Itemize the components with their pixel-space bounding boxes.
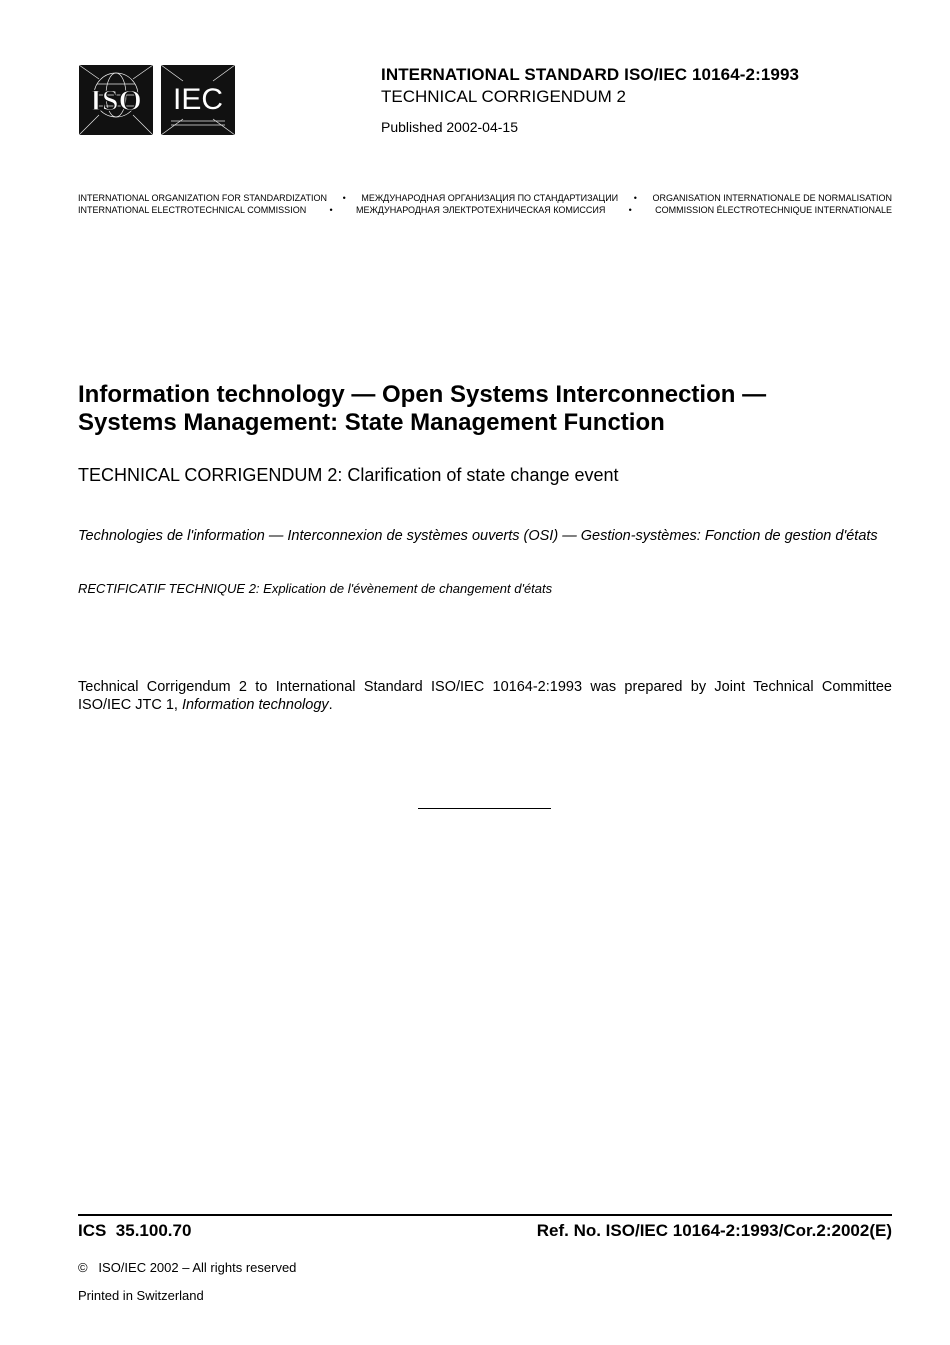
standard-subtitle: TECHNICAL CORRIGENDUM 2	[381, 87, 626, 106]
bullet-separator: •	[342, 193, 346, 203]
org-iec-fr: COMMISSION ÉLECTROTECHNIQUE INTERNATIONALE	[655, 205, 892, 215]
reference-number: Ref. No. ISO/IEC 10164-2:1993/Cor.2:2002(E)	[536, 1221, 892, 1240]
bullet-separator: •	[628, 205, 632, 215]
bullet-separator: •	[329, 205, 333, 215]
org-iec-ru: МЕЖДУНАРОДНАЯ ЭЛЕКТРОТЕХНИЧЕСКАЯ КОМИССИЯ	[355, 205, 606, 215]
paragraph-text: Technical Corrigendum 2 to International Standard ISO/IEC 10164-2:1993 was prepared by Joint Technical Committee ISO/IEC JTC 1,	[78, 679, 892, 713]
iso-iec-logo	[79, 65, 235, 135]
end-divider	[418, 808, 551, 809]
preparation-paragraph	[78, 678, 892, 714]
ics-code: ICS 35.100.70	[78, 1221, 192, 1240]
footer-rule	[78, 1214, 892, 1216]
copyright-notice: © ISO/IEC 2002 – All rights reserved	[78, 1260, 297, 1275]
iso-logo-text: ISO	[90, 84, 142, 117]
org-iec-en: INTERNATIONAL ELECTROTECHNICAL COMMISSION	[78, 205, 307, 215]
document-title	[78, 381, 878, 437]
corrigendum-title: TECHNICAL CORRIGENDUM 2: Clarification of state change event	[78, 465, 619, 485]
iec-logo-text: IEC	[172, 83, 224, 116]
paragraph-end: .	[328, 697, 333, 713]
paragraph-italic-text: Information technology	[181, 697, 329, 713]
published-date: Published 2002-04-15	[381, 119, 518, 135]
org-iso-ru: МЕЖДУНАРОДНАЯ ОРГАНИЗАЦИЯ ПО СТАНДАРТИЗАЦИИ	[361, 193, 619, 203]
organizations-line-1	[78, 193, 892, 203]
printed-location: Printed in Switzerland	[78, 1288, 204, 1303]
bullet-separator: •	[633, 193, 637, 203]
title-line-1: Information technology — Open Systems Interconnection —	[78, 381, 767, 408]
org-iso-fr: ORGANISATION INTERNATIONALE DE NORMALISATION	[652, 193, 892, 203]
french-corrigendum-title: RECTIFICATIF TECHNIQUE 2: Explication de l'évènement de changement d'états	[78, 581, 553, 596]
french-title: Technologies de l'information — Interconnexion de systèmes ouverts (OSI) — Gestion-systèmes: Fonction de gestion d'états	[78, 528, 878, 544]
title-line-2: Systems Management: State Management Function	[78, 409, 665, 436]
standard-title: INTERNATIONAL STANDARD ISO/IEC 10164-2:1993	[381, 65, 800, 84]
organizations-line-2	[78, 205, 892, 215]
org-iso-en: INTERNATIONAL ORGANIZATION FOR STANDARDIZATION	[78, 193, 328, 203]
